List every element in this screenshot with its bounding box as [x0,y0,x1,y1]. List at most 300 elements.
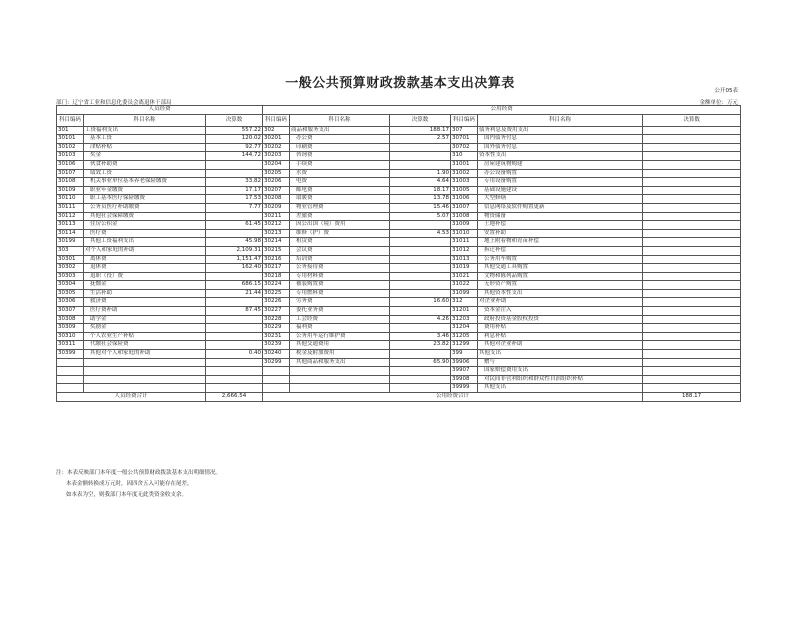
cell-amount: 45.98 [206,238,263,247]
cell-amount: 16.60 [390,298,451,307]
cell-code: 30301 [57,255,84,264]
cell-name: 地上附着物和青苗补偿 [478,238,643,247]
cell-code: 30304 [57,281,84,290]
cell-amount [643,324,741,333]
cell-amount [643,315,741,324]
cell-amount [643,135,741,144]
cell-code: 31003 [451,178,478,187]
cell-code: 30107 [57,169,84,178]
cell-amount [390,350,451,359]
cell-name: 专用材料费 [290,272,390,281]
cell-amount: 7.77 [206,203,263,212]
cell-code: 30217 [263,264,290,273]
cell-code: 39907 [451,367,478,376]
table-row [57,384,741,393]
cell-amount: 61.45 [206,221,263,230]
cell-name: 对企业补助 [478,298,643,307]
footnote: 本表金额转换成万元时，因四舍五入可能存在尾差。 [66,481,193,487]
table-row [57,298,741,307]
cell-amount [390,281,451,290]
cell-code [263,384,290,393]
cell-name: 拆迁补偿 [478,246,643,255]
cell-name: 安置补助 [478,229,643,238]
cell-name [84,367,206,376]
cell-name: 培训费 [290,255,390,264]
cell-amount: 1.90 [390,169,451,178]
cell-amount [390,246,451,255]
cell-code: 30211 [263,212,290,221]
cell-name: 其他支出 [478,384,643,393]
cell-name: 福利费 [290,324,390,333]
cell-amount: 4.53 [390,229,451,238]
cell-code: 30113 [57,221,84,230]
cell-code: 31011 [451,238,478,247]
cell-amount [643,281,741,290]
cell-amount: 2,109.31 [206,246,263,255]
col-name-header: 科目名称 [478,114,643,126]
cell-amount [643,272,741,281]
cell-name: 被装购置费 [290,281,390,290]
cell-name: 其他工资福利支出 [84,238,206,247]
cell-amount [206,212,263,221]
cell-code: 30225 [263,289,290,298]
cell-name: 其他交通费用 [290,341,390,350]
cell-code: 30214 [263,238,290,247]
cell-name: 文物和陈列品购置 [478,272,643,281]
cell-name: 其他交通工具购置 [478,264,643,273]
cell-name: 基本工资 [84,135,206,144]
cell-amount [643,229,741,238]
cell-code [57,375,84,384]
cell-name: 奖励金 [84,324,206,333]
table-row [57,178,741,187]
cell-code: 30229 [263,324,290,333]
cell-name: 债务利息及费用支出 [478,126,643,135]
table-row [57,169,741,178]
table-row [57,350,741,359]
cell-name [84,375,206,384]
cell-amount: 120.02 [206,135,263,144]
cell-amount: 17.53 [206,195,263,204]
cell-code: 303 [57,246,84,255]
cell-name: 印刷费 [290,143,390,152]
cell-amount [206,298,263,307]
table-row [57,272,741,281]
table-row [57,255,741,264]
cell-amount [643,375,741,384]
cell-amount: 65.90 [390,358,451,367]
cell-name: 费用补贴 [478,324,643,333]
cell-amount: 33.82 [206,178,263,187]
cell-amount [643,186,741,195]
cell-code: 30239 [263,341,290,350]
cell-name: 抚恤金 [84,281,206,290]
table-row [57,238,741,247]
cell-amount: 1,151.47 [206,255,263,264]
cell-amount [643,307,741,316]
cell-name: 维修（护）费 [290,229,390,238]
cell-amount [643,264,741,273]
cell-name: 租赁费 [290,238,390,247]
cell-code: 39999 [451,384,478,393]
cell-code: 30199 [57,238,84,247]
cell-amount [206,367,263,376]
cell-amount: 17.17 [206,186,263,195]
cell-name: 资本金注入 [478,307,643,316]
cell-amount [643,169,741,178]
table-row [57,246,741,255]
cell-amount: 21.44 [206,289,263,298]
total-public-amount: 188.17 [643,393,741,402]
cell-name: 伙食补助费 [84,160,206,169]
cell-name: 绩效工资 [84,169,206,178]
cell-name: 职业年金缴费 [84,186,206,195]
cell-name: 因公出国（境）费用 [290,221,390,230]
cell-code: 31013 [451,255,478,264]
cell-name: 委托业务费 [290,307,390,316]
cell-name: 个人农业生产补贴 [84,332,206,341]
cell-code: 31012 [451,246,478,255]
cell-code: 30101 [57,135,84,144]
cell-code: 30299 [263,358,290,367]
cell-name: 电费 [290,178,390,187]
cell-code [57,358,84,367]
cell-code: 31009 [451,221,478,230]
cell-code: 30102 [57,143,84,152]
cell-name: 其他资本性支出 [478,289,643,298]
cell-amount: 144.72 [206,152,263,161]
cell-name: 对民间非营利组织和群众性自治组织补贴 [478,375,643,384]
cell-name: 物资储备 [478,212,643,221]
cell-name: 政府投资基金股权投资 [478,315,643,324]
group-personnel-header: 人员经费 [57,106,263,115]
cell-code: 30305 [57,289,84,298]
cell-name: 办公设备购置 [478,169,643,178]
cell-name: 赠与 [478,358,643,367]
cell-amount [643,178,741,187]
cell-amount [643,152,741,161]
cell-code: 30110 [57,195,84,204]
cell-amount [643,203,741,212]
cell-amount [206,341,263,350]
table-row [57,135,741,144]
cell-amount [643,143,741,152]
footnote: 注：本表反映部门本年度一般公共预算财政拨款基本支出明细情况。 [56,470,222,476]
cell-code: 30227 [263,307,290,316]
table-row [57,143,741,152]
cell-code: 31008 [451,212,478,221]
cell-code: 30109 [57,186,84,195]
cell-amount: 13.78 [390,195,451,204]
cell-name [290,375,390,384]
cell-code: 30213 [263,229,290,238]
table-row [57,212,741,221]
cell-code: 39906 [451,358,478,367]
cell-code: 30306 [57,298,84,307]
cell-code: 31010 [451,229,478,238]
cell-name: 资本性支出 [478,152,643,161]
cell-amount [206,358,263,367]
table-row [57,160,741,169]
cell-code: 31299 [451,341,478,350]
cell-code: 30224 [263,281,290,290]
cell-code [57,384,84,393]
cell-amount [643,255,741,264]
cell-name: 代缴社会保险费 [84,341,206,350]
cell-name: 住房公积金 [84,221,206,230]
report-title: 一般公共预算财政拨款基本支出决算表 [285,76,515,91]
cell-amount: 162.40 [206,264,263,273]
cell-code: 302 [263,126,290,135]
cell-name: 房屋建筑物购建 [478,160,643,169]
cell-name: 助学金 [84,315,206,324]
cell-name: 医疗费补助 [84,307,206,316]
cell-code: 31006 [451,195,478,204]
expenditure-table [56,105,741,402]
table-row [57,229,741,238]
table-row [57,289,741,298]
unit-label: 金额单位：万元 [699,100,738,106]
cell-code: 30106 [57,160,84,169]
cell-code: 31002 [451,169,478,178]
cell-amount [643,221,741,230]
cell-amount [643,384,741,393]
cell-name [84,384,206,393]
col-amount-header: 决算数 [206,114,263,126]
cell-code: 30231 [263,332,290,341]
cell-amount [643,332,741,341]
cell-name: 其他对个人和家庭的补助 [84,350,206,359]
table-row [57,307,741,316]
cell-code: 30226 [263,298,290,307]
cell-name: 水费 [290,169,390,178]
cell-amount: 557.22 [206,126,263,135]
cell-code: 30228 [263,315,290,324]
cell-code: 30212 [263,221,290,230]
cell-amount [390,289,451,298]
cell-amount [643,246,741,255]
cell-code: 30108 [57,178,84,187]
cell-amount [390,255,451,264]
cell-code: 31201 [451,307,478,316]
cell-code: 30204 [263,160,290,169]
cell-amount [390,143,451,152]
group-public-header: 公用经费 [263,106,741,115]
cell-code [263,367,290,376]
cell-name: 其他商品和服务支出 [290,358,390,367]
cell-name: 土地补偿 [478,221,643,230]
cell-name: 国外债务付息 [478,143,643,152]
cell-name: 对个人和家庭的补助 [84,246,206,255]
cell-amount: 2.57 [390,135,451,144]
cell-code: 30303 [57,272,84,281]
cell-code: 31099 [451,289,478,298]
col-name-header: 科目名称 [84,114,206,126]
cell-amount [390,272,451,281]
cell-amount [206,272,263,281]
cell-amount [643,341,741,350]
cell-name [290,367,390,376]
cell-code: 31203 [451,315,478,324]
cell-code: 30308 [57,315,84,324]
total-personnel-label: 人员经费合计 [57,393,206,402]
column-header-row [57,114,741,126]
table-row [57,341,741,350]
cell-code: 31205 [451,332,478,341]
cell-amount [206,160,263,169]
cell-code: 31005 [451,186,478,195]
cell-amount [390,221,451,230]
cell-code: 30240 [263,350,290,359]
table-row [57,152,741,161]
department-label: 部门：辽宁省工业和信息化委员会离退休干部局 [56,100,172,106]
cell-code: 31022 [451,281,478,290]
cell-name [84,358,206,367]
cell-code: 399 [451,350,478,359]
cell-name: 咨询费 [290,152,390,161]
cell-amount: 4.26 [390,315,451,324]
cell-code: 31019 [451,264,478,273]
cell-amount [206,169,263,178]
cell-name: 公务用车购置 [478,255,643,264]
cell-amount [643,367,741,376]
cell-name: 退职（役）费 [84,272,206,281]
cell-code: 30216 [263,255,290,264]
cell-amount [643,358,741,367]
cell-name: 离休费 [84,255,206,264]
cell-code: 30209 [263,203,290,212]
footnote: 如本表为空，则我部门本年度无此类资金收支余。 [66,492,188,498]
cell-amount [390,264,451,273]
table-row [57,332,741,341]
cell-amount [390,375,451,384]
cell-name: 奖金 [84,152,206,161]
totals-row [57,393,741,402]
cell-amount [643,160,741,169]
cell-name: 公务员医疗补助缴费 [84,203,206,212]
cell-code: 30702 [451,143,478,152]
footnotes [56,468,221,501]
cell-amount [206,315,263,324]
cell-amount [390,238,451,247]
cell-name: 物业管理费 [290,203,390,212]
col-name-header: 科目名称 [290,114,390,126]
cell-code: 30218 [263,272,290,281]
cell-amount: 4.64 [390,178,451,187]
cell-code: 312 [451,298,478,307]
cell-name: 办公费 [290,135,390,144]
cell-name: 商品和服务支出 [290,126,390,135]
cell-name: 工资福利支出 [84,126,206,135]
cell-code: 30311 [57,341,84,350]
cell-amount: 18.17 [390,186,451,195]
cell-name: 取暖费 [290,195,390,204]
cell-name: 差旅费 [290,212,390,221]
cell-code: 30112 [57,212,84,221]
cell-code: 30205 [263,169,290,178]
table-row [57,221,741,230]
cell-code: 30309 [57,324,84,333]
cell-code: 307 [451,126,478,135]
cell-name: 基础设施建设 [478,186,643,195]
table-row [57,126,741,135]
cell-name: 专用燃料费 [290,289,390,298]
cell-amount: 92.77 [206,143,263,152]
cell-name: 无形资产购置 [478,281,643,290]
cell-code: 30215 [263,246,290,255]
cell-code: 30103 [57,152,84,161]
cell-name: 利息补贴 [478,332,643,341]
col-code-header: 科目编码 [57,114,84,126]
cell-code: 31204 [451,324,478,333]
table-row [57,375,741,384]
cell-name: 生活补助 [84,289,206,298]
cell-code: 30111 [57,203,84,212]
cell-name: 信息网络及软件购置更新 [478,203,643,212]
cell-name: 劳务费 [290,298,390,307]
cell-name: 公务接待费 [290,264,390,273]
table-row [57,264,741,273]
table-row [57,315,741,324]
cell-amount: 686.15 [206,281,263,290]
cell-name: 大型修缮 [478,195,643,204]
cell-amount [206,375,263,384]
cell-amount [643,289,741,298]
cell-amount: 87.45 [206,307,263,316]
cell-amount [390,160,451,169]
cell-amount [206,384,263,393]
table-row [57,367,741,376]
cell-name: 津贴补贴 [84,143,206,152]
table-row [57,324,741,333]
cell-name: 机关事业单位基本养老保险缴费 [84,178,206,187]
cell-name: 邮电费 [290,186,390,195]
cell-amount [206,332,263,341]
cell-name: 会议费 [290,246,390,255]
cell-code: 30399 [57,350,84,359]
cell-amount: 5.07 [390,212,451,221]
cell-code: 31001 [451,160,478,169]
col-amount-header: 决算数 [390,114,451,126]
col-amount-header: 决算数 [643,114,741,126]
cell-name: 救济费 [84,298,206,307]
cell-code: 31007 [451,203,478,212]
cell-name: 国内债务付息 [478,135,643,144]
cell-name: 税金及附加费用 [290,350,390,359]
cell-amount [390,384,451,393]
cell-name: 退休费 [84,264,206,273]
group-header-row [57,106,741,115]
form-code: 公开05表 [714,88,738,94]
cell-amount: 3.46 [390,332,451,341]
col-code-header: 科目编码 [451,114,478,126]
cell-name: 公务用车运行维护费 [290,332,390,341]
cell-code: 310 [451,152,478,161]
table-row [57,186,741,195]
cell-name: 其他对企业补助 [478,341,643,350]
cell-amount: 23.82 [390,341,451,350]
table-row [57,195,741,204]
cell-name: 其他社会保障缴费 [84,212,206,221]
cell-code: 30114 [57,229,84,238]
cell-code: 30310 [57,332,84,341]
cell-name: 国家赔偿费用支出 [478,367,643,376]
cell-amount [390,307,451,316]
cell-code: 30207 [263,186,290,195]
cell-amount [643,298,741,307]
cell-amount: 15.46 [390,203,451,212]
cell-code: 30302 [57,264,84,273]
